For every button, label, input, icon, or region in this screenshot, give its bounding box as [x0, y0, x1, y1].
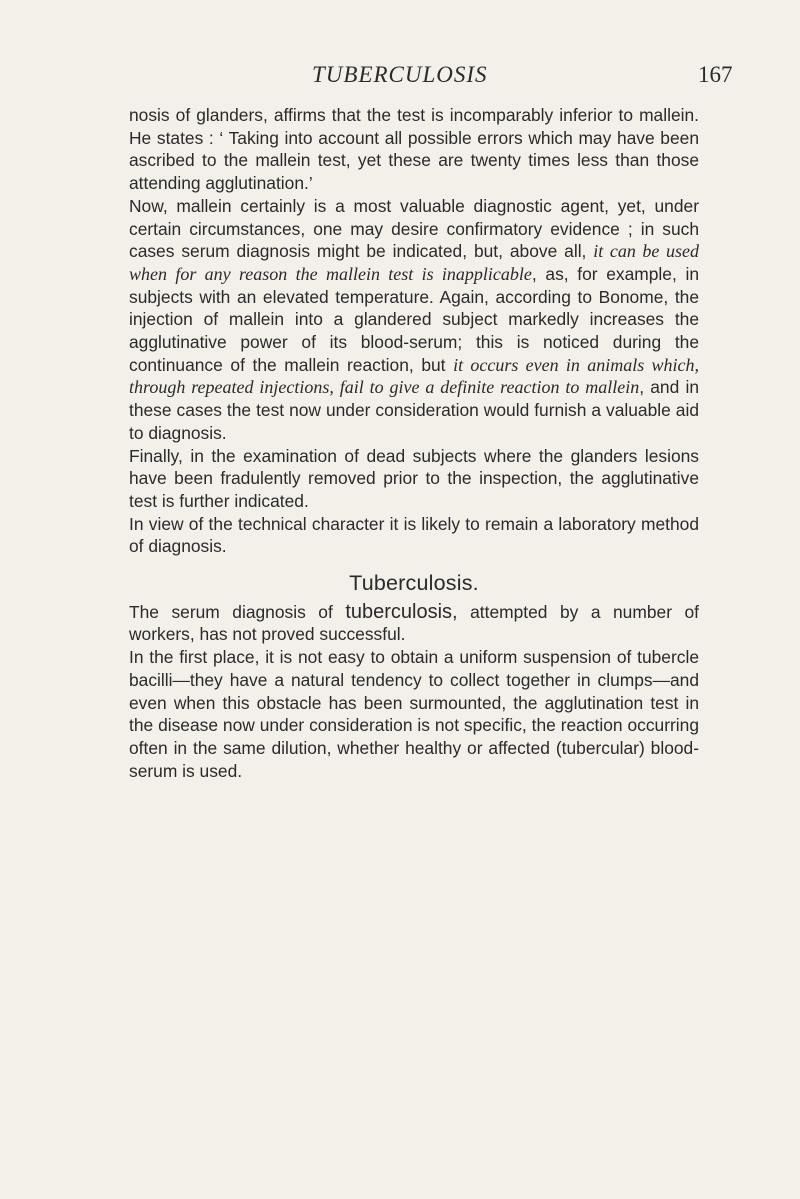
body-text: [129, 104, 699, 782]
paragraph-text: , as, for example, in subjects with an elevated temperature. Again, according to Bonome, the injection of mallein into a glandered subject markedly increases the agglutinative power of its blood-serum; this is noticed during the continuance of the mallein reaction, but: [129, 263, 699, 375]
italic-phrase: it occurs even in animals which, through repeated injections, fail to give a definite reaction to mallein: [129, 354, 699, 398]
paragraph-text: attempted by a number of workers, has not proved successful.: [129, 601, 699, 645]
paragraph-dead-subjects: Finally, in the examination of dead subjects where the glanders lesions have been fradulently removed prior to the inspection, the agglutinative test is further indicated.: [129, 445, 699, 511]
italic-phrase: it can be used when for any reason the mallein test is inapplicable: [129, 241, 699, 284]
running-head: [0, 62, 800, 92]
paragraph-glanders-comparison: nosis of glanders, affirms that the test is incomparably inferior to mallein. He states : ‘ Taking into account all possible errors which may have been ascribed to the mallein test, yet these are twenty times less than those attending agglutination.’: [129, 105, 699, 194]
paragraph-tuberculosis-serum: [129, 601, 699, 646]
paragraph-laboratory-method: In view of the technical character it is likely to remain a laboratory method of diagnosis.: [129, 513, 699, 557]
paragraph-mallein-indications: [129, 195, 699, 445]
paragraph-text: , and in these cases the test now under consideration would furnish a valuable aid to diagnosis.: [129, 377, 700, 443]
page-number: 167: [698, 62, 733, 87]
paragraph-text: Now, mallein certainly is a most valuable diagnostic agent, yet, under certain circumstances, one may desire confirmatory evidence ; in such cases serum diagnosis might be indicated, but, above all,: [129, 195, 699, 262]
running-title: TUBERCULOSIS: [312, 62, 488, 87]
section-heading: Tuberculosis.: [349, 571, 479, 596]
keyword-tuberculosis: tuberculosis,: [345, 600, 458, 623]
paragraph-tubercle-suspension: In the first place, it is not easy to obtain a uniform suspension of tubercle bacilli—they have a natural tendency to collect together in clumps—and even when this obstacle has been surmounted, the agglutination test in the disease now under consideration is not specific, the reaction occurring often in the same dilution, whether healthy or affected (tubercular) blood-serum is used.: [129, 647, 699, 781]
paragraph-text: The serum diagnosis of: [129, 601, 346, 622]
